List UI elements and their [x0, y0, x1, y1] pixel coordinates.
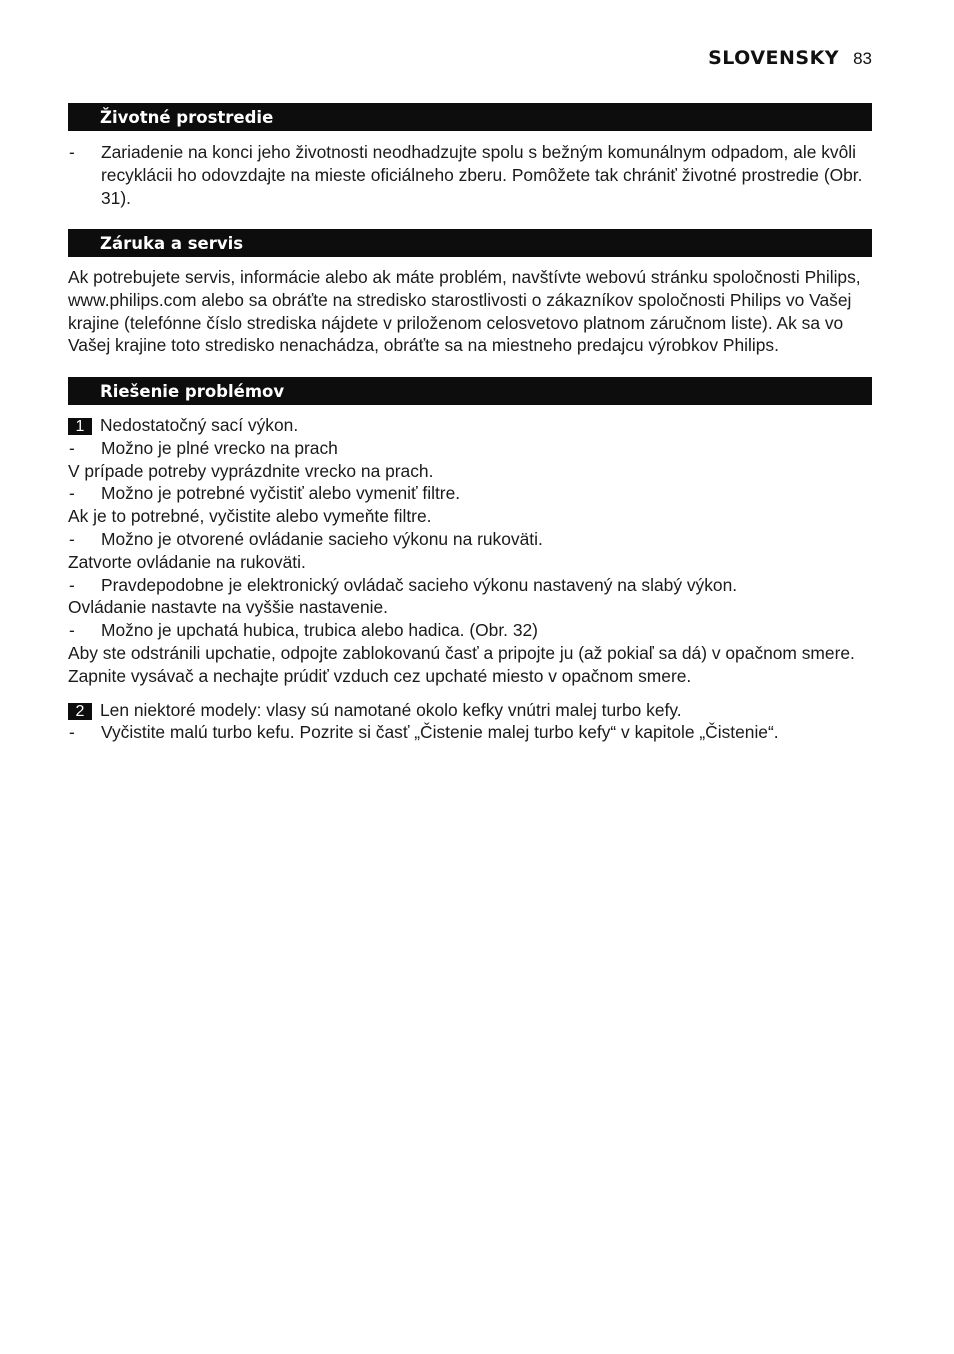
list-item: [68, 437, 874, 460]
solution-text: Ak je to potrebné, vyčistite alebo vymeňte filtre.: [68, 506, 432, 527]
step-1: [68, 414, 874, 437]
bullet-dash: -: [69, 437, 75, 458]
page-number: 83: [853, 49, 872, 68]
list-item: [68, 574, 874, 597]
list-item: [68, 619, 874, 642]
bullet-dash: -: [69, 722, 75, 743]
bullet-dash: -: [69, 528, 75, 549]
section-heading-warranty: Záruka a servis: [68, 229, 872, 257]
solution-text: Aby ste odstránili upchatie, odpojte zablokovanú časť a pripojte ju (až pokiaľ sa dá) v opačnom smere. Zapnite vysávač a nechajte prúdiť vzduch cez upchaté miesto v opačnom smere.: [68, 642, 855, 686]
warranty-body: [68, 266, 874, 357]
bullet-dash: -: [69, 574, 75, 595]
step-number-badge: 1: [68, 418, 92, 435]
environment-bullet-text: Zariadenie na konci jeho životnosti neodhadzujte spolu s bežným komunálnym odpadom, ale kvôli recyklácii ho odovzdajte na mieste oficiálneho zberu. Pomôžete tak chrániť životné prostredie (Obr. 31).: [101, 142, 863, 208]
environment-body: [68, 141, 874, 209]
solution-text: Ovládanie nastavte na vyššie nastavenie.: [68, 597, 388, 618]
bullet-dash: -: [69, 483, 75, 504]
warranty-paragraph: Ak potrebujete servis, informácie alebo ak máte problém, navštívte webovú stránku spoločnosti Philips, www.philips.com alebo sa obráťte na stredisko starostlivosti o zákazníkov spoločnosti Philips vo Vašej krajine (telefónne číslo strediska nájdete v priloženom celosvetovo platnom záručnom liste). Ak sa vo Vašej krajine toto stredisko nenachádza, obráťte sa na miestneho predajcu výrobkov Philips.: [68, 267, 861, 356]
language-label: SLOVENSKY: [708, 47, 840, 69]
list-item: [68, 721, 874, 744]
step-2-text: Len niektoré modely: vlasy sú namotané okolo kefky vnútri malej turbo kefy.: [100, 699, 682, 720]
solution-text: Zatvorte ovládanie na rukoväti.: [68, 551, 306, 572]
list-item: [68, 528, 874, 551]
solution-text: V prípade potreby vyprázdnite vrecko na prach.: [68, 460, 434, 481]
step-2: [68, 699, 874, 722]
step-2-bullet-text: Vyčistite malú turbo kefu. Pozrite si časť „Čistenie malej turbo kefy“ v kapitole „Čistenie“.: [101, 722, 779, 743]
step-1-text: Nedostatočný sací výkon.: [100, 415, 299, 435]
problem-text: Možno je otvorené ovládanie sacieho výkonu na rukoväti.: [101, 528, 543, 549]
bullet-dash: -: [69, 142, 75, 162]
problem-text: Pravdepodobne je elektronický ovládač sacieho výkonu nastavený na slabý výkon.: [101, 574, 738, 595]
problem-text: Možno je upchatá hubica, trubica alebo hadica. (Obr. 32): [101, 620, 538, 641]
problem-text: Možno je potrebné vyčistiť alebo vymeniť filtre.: [101, 483, 461, 504]
list-item: [68, 141, 874, 209]
problem-text: Možno je plné vrecko na prach: [101, 437, 338, 458]
section-heading-troubleshooting: Riešenie problémov: [68, 377, 872, 405]
list-item: [68, 482, 874, 505]
troubleshooting-body: [68, 414, 874, 744]
step-number-badge: 2: [68, 703, 92, 720]
page-header: [708, 47, 872, 69]
section-heading-environment: Životné prostredie: [68, 103, 872, 131]
bullet-dash: -: [69, 620, 75, 641]
